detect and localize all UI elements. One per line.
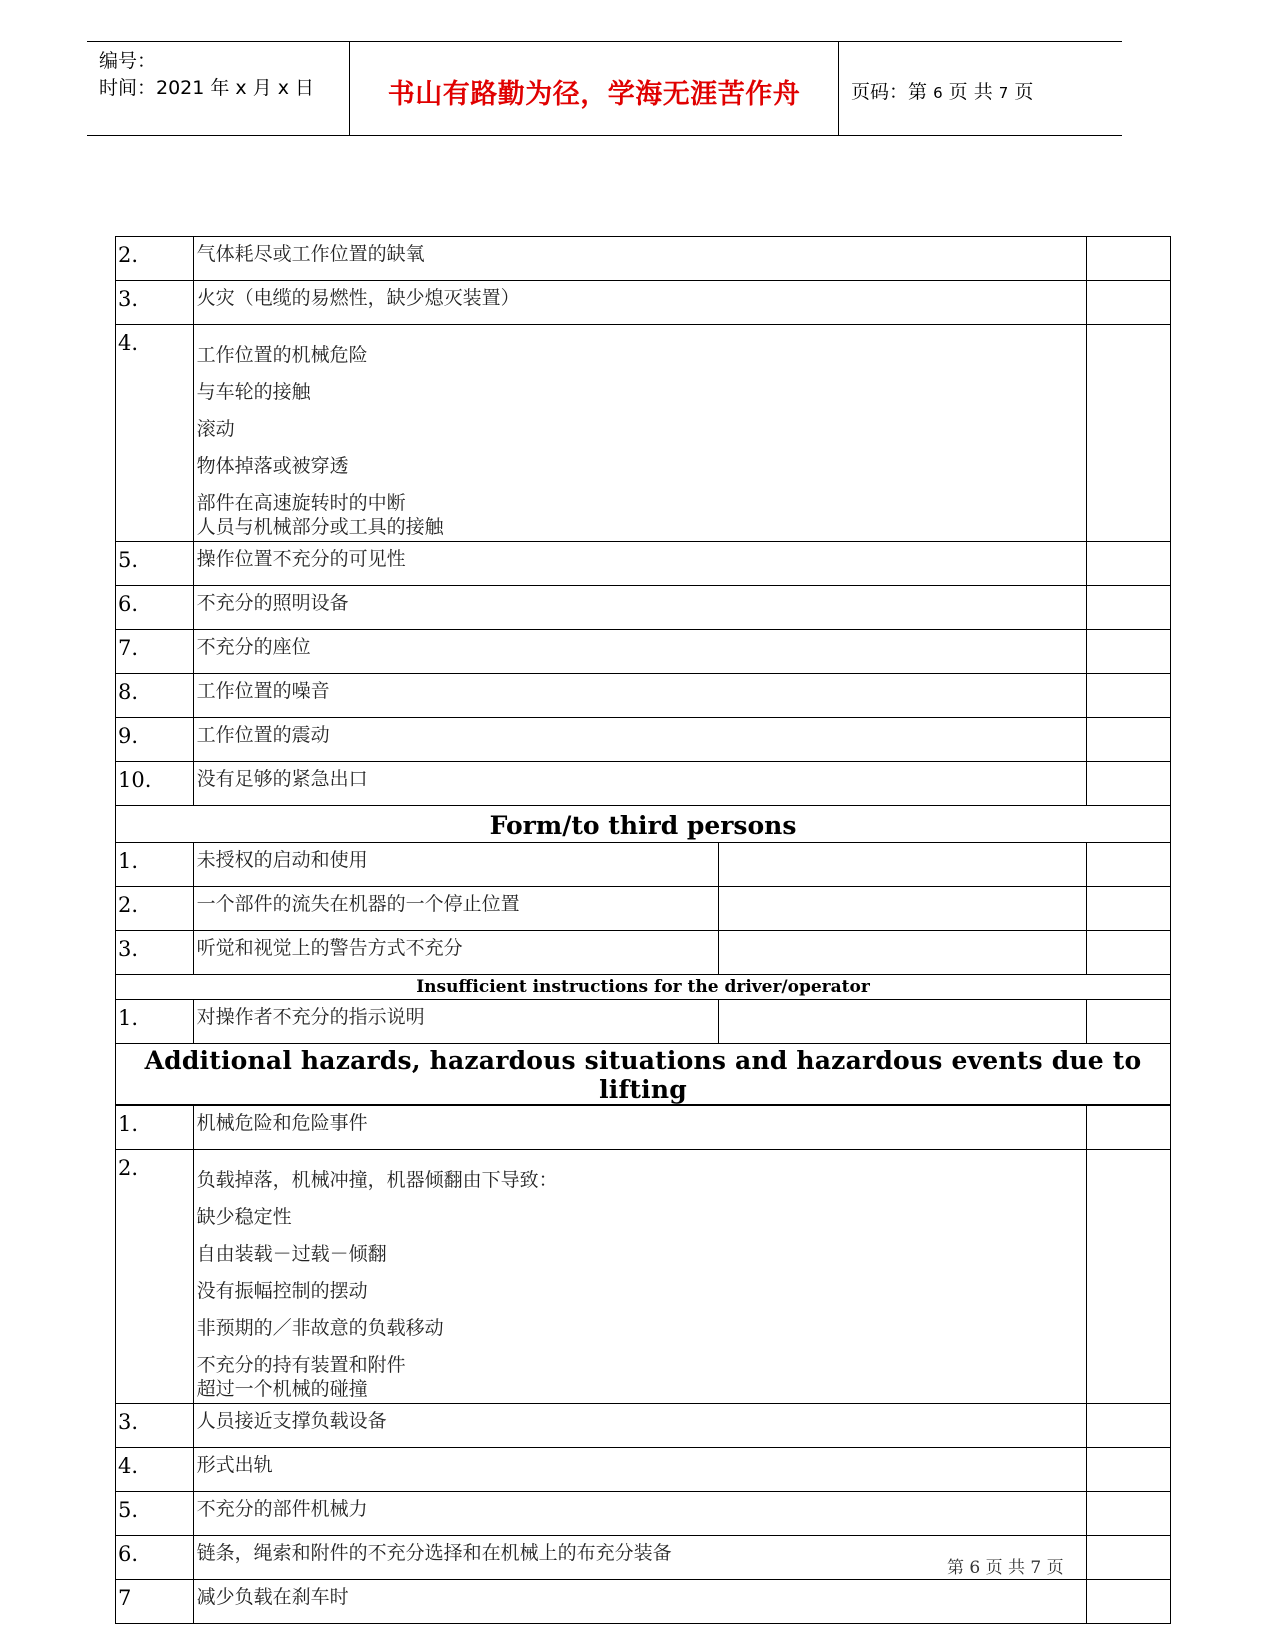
check-cell — [1087, 1536, 1171, 1580]
hazard-text: 机械危险和危险事件 — [193, 1105, 1087, 1150]
item-number: 3. — [116, 931, 194, 975]
hazard-table — [115, 236, 1171, 1624]
section-row — [116, 806, 1171, 843]
table-row — [116, 281, 1171, 325]
section-title: Form/to third persons — [116, 806, 1171, 843]
header-page-number — [851, 77, 1033, 104]
hazard-lines — [197, 1152, 1087, 1403]
item-number: 2. — [116, 887, 194, 931]
hazard-text: 对操作者不充分的指示说明 — [193, 1000, 718, 1044]
hazard-line: 与车轮的接触 — [196, 381, 311, 403]
table-row — [116, 325, 1171, 542]
item-number: 5. — [116, 1492, 194, 1536]
item-number: 7. — [116, 630, 194, 674]
header-right-cell — [839, 42, 1122, 135]
item-number: 6. — [116, 1536, 194, 1580]
check-cell — [1087, 1492, 1171, 1536]
check-cell — [1087, 718, 1171, 762]
item-number: 7 — [116, 1580, 194, 1624]
hazard-text: 不充分的部件机械力 — [193, 1492, 1087, 1536]
hazard-text: 人员接近支撑负载设备 — [193, 1404, 1087, 1448]
check-cell — [1087, 586, 1171, 630]
hazard-text: 工作位置的噪音 — [193, 674, 1087, 718]
hazard-line: 人员与机械部分或工具的接触 — [196, 516, 444, 538]
page-current: 6 — [933, 84, 943, 102]
item-number: 2. — [116, 237, 194, 281]
empty-cell — [719, 931, 1087, 975]
check-cell — [1087, 630, 1171, 674]
page-footer: 第 6 页 共 7 页 — [947, 1558, 1064, 1578]
item-number: 4. — [116, 1448, 194, 1492]
hazard-line: 负载掉落，机械冲撞，机器倾翻由下导致： — [196, 1169, 558, 1191]
table-row — [116, 542, 1171, 586]
item-number: 1. — [116, 1000, 194, 1044]
table-row — [116, 887, 1171, 931]
hazard-text: 火灾（电缆的易燃性，缺少熄灭装置） — [193, 281, 1087, 325]
hazard-text: 不充分的照明设备 — [193, 586, 1087, 630]
section-row — [116, 975, 1171, 1000]
hazard-text: 操作位置不充分的可见性 — [193, 542, 1087, 586]
hazard-text: 未授权的启动和使用 — [193, 843, 718, 887]
item-number: 1. — [116, 1105, 194, 1150]
hazard-line: 滚动 — [196, 418, 235, 440]
hazard-text: 一个部件的流失在机器的一个停止位置 — [193, 887, 718, 931]
hazard-text: 减少负载在刹车时 — [193, 1580, 1087, 1624]
check-cell — [1087, 1000, 1171, 1044]
header-left-cell — [87, 42, 350, 135]
hazard-line: 物体掉落或被穿透 — [196, 455, 349, 477]
hazard-line: 超过一个机械的碰撞 — [196, 1378, 368, 1400]
check-cell — [1087, 1105, 1171, 1150]
document-date: 时间：2021 年 x 月 x 日 — [99, 77, 315, 99]
check-cell — [1087, 762, 1171, 806]
hazard-text: 没有足够的紧急出口 — [193, 762, 1087, 806]
item-number: 2. — [116, 1150, 194, 1404]
hazard-line: 部件在高速旋转时的中断 — [196, 492, 406, 514]
hazard-line: 非预期的／非故意的负载移动 — [196, 1317, 444, 1339]
table-row — [116, 718, 1171, 762]
check-cell — [1087, 325, 1171, 542]
check-cell — [1087, 1150, 1171, 1404]
section-title: Insufficient instructions for the driver/operator — [116, 975, 1171, 1000]
item-number: 1. — [116, 843, 194, 887]
hazard-text-block — [193, 325, 1087, 542]
table-row — [116, 630, 1171, 674]
table-row — [116, 1000, 1171, 1044]
table-row — [116, 1150, 1171, 1404]
check-cell — [1087, 1580, 1171, 1624]
item-number: 10. — [116, 762, 194, 806]
hazard-line: 缺少稳定性 — [196, 1206, 292, 1228]
hazard-line: 自由装载－过载－倾翻 — [196, 1243, 387, 1265]
item-number: 5. — [116, 542, 194, 586]
hazard-line: 不充分的持有装置和附件 — [196, 1354, 406, 1376]
check-cell — [1087, 674, 1171, 718]
hazard-table-body — [116, 237, 1171, 1624]
check-cell — [1087, 1448, 1171, 1492]
hazard-lines — [197, 327, 1087, 541]
page-prefix: 页码：第 — [851, 81, 928, 103]
empty-cell — [719, 843, 1087, 887]
check-cell — [1087, 843, 1171, 887]
check-cell — [1087, 1404, 1171, 1448]
item-number: 4. — [116, 325, 194, 542]
check-cell — [1087, 237, 1171, 281]
check-cell — [1087, 887, 1171, 931]
hazard-text-block — [193, 1150, 1087, 1404]
table-row — [116, 1105, 1171, 1150]
hazard-text: 不充分的座位 — [193, 630, 1087, 674]
table-row — [116, 1580, 1171, 1624]
empty-cell — [719, 1000, 1087, 1044]
table-row — [116, 1404, 1171, 1448]
item-number: 9. — [116, 718, 194, 762]
section-row — [116, 1044, 1171, 1106]
page-total: 7 — [998, 84, 1009, 102]
item-number: 3. — [116, 1404, 194, 1448]
section-title: Additional hazards, hazardous situations and hazardous events due to lifting — [116, 1044, 1171, 1106]
item-number: 3. — [116, 281, 194, 325]
hazard-text: 链条，绳索和附件的不充分选择和在机械上的布充分装备 — [193, 1536, 1087, 1580]
item-number: 8. — [116, 674, 194, 718]
table-row — [116, 586, 1171, 630]
header-center-cell — [350, 42, 839, 135]
empty-cell — [719, 887, 1087, 931]
check-cell — [1087, 281, 1171, 325]
table-row — [116, 674, 1171, 718]
check-cell — [1087, 542, 1171, 586]
page-header — [87, 41, 1122, 136]
check-cell — [1087, 931, 1171, 975]
document-code-label: 编号： — [99, 50, 157, 72]
table-row — [116, 1492, 1171, 1536]
table-row — [116, 931, 1171, 975]
table-row — [116, 237, 1171, 281]
item-number: 6. — [116, 586, 194, 630]
hazard-line: 没有振幅控制的摆动 — [196, 1280, 368, 1302]
hazard-text: 形式出轨 — [193, 1448, 1087, 1492]
hazard-text: 工作位置的震动 — [193, 718, 1087, 762]
table-row — [116, 762, 1171, 806]
page-suffix: 页 — [1014, 81, 1034, 103]
header-motto: 书山有路勤为径，学海无涯苦作舟 — [387, 79, 801, 110]
page-mid: 页 共 — [948, 81, 993, 103]
hazard-text: 听觉和视觉上的警告方式不充分 — [193, 931, 718, 975]
hazard-line: 工作位置的机械危险 — [196, 344, 368, 366]
hazard-text: 气体耗尽或工作位置的缺氧 — [193, 237, 1087, 281]
table-row — [116, 1448, 1171, 1492]
table-row — [116, 843, 1171, 887]
